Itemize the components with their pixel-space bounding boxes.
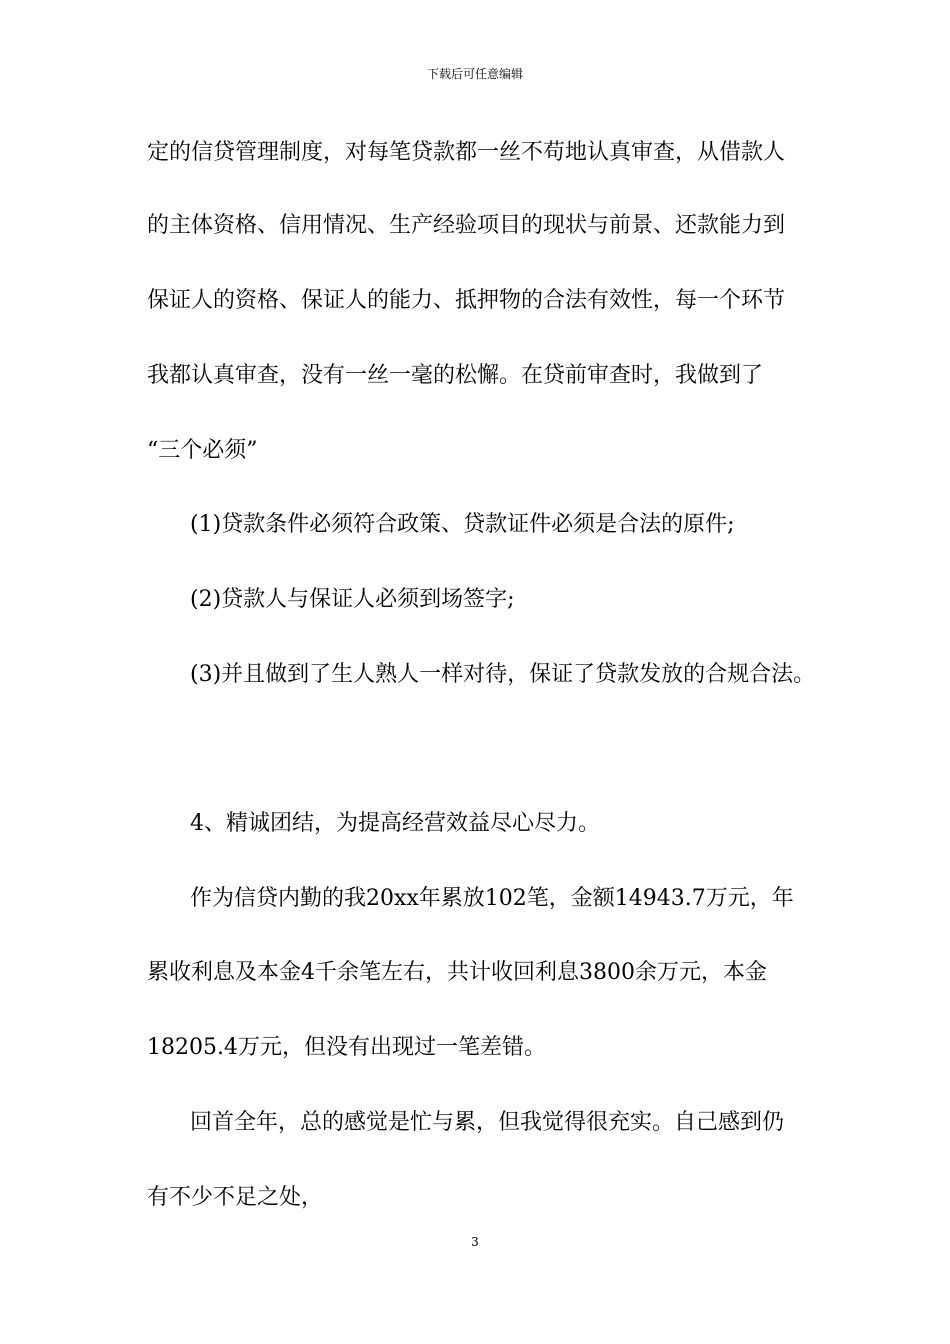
text-line: 我都认真审查，没有一丝一毫的松懈。在贷前审查时，我做到了: [147, 363, 764, 388]
text-line: 4、精诚团结，为提高经营效益尽心尽力。: [190, 811, 600, 836]
text-line: 18205.4万元，但没有出现过一笔差错。: [147, 1035, 546, 1060]
text-line: 累收利息及本金4千余笔左右，共计收回利息3800余万元，本金: [147, 960, 767, 985]
page-header: 下载后可任意编辑: [426, 67, 523, 81]
page-number: 3: [471, 1235, 479, 1249]
text-line: 定的信贷管理制度，对每笔贷款都一丝不苟地认真审查，从借款人: [147, 140, 786, 165]
text-line: 作为信贷内勤的我20xx年累放102笔，金额14943.7万元，年: [190, 886, 794, 911]
text-line: 的主体资格、信用情况、生产经验项目的现状与前景、还款能力到: [147, 213, 786, 238]
text-line: “三个必须”: [147, 438, 258, 463]
text-line: 保证人的资格、保证人的能力、抵押物的合法有效性，每一个环节: [147, 288, 786, 313]
text-line: (2)贷款人与保证人必须到场签字;: [190, 587, 515, 612]
text-line: (1)贷款条件必须符合政策、贷款证件必须是合法的原件;: [190, 512, 735, 537]
text-line: 回首全年，总的感觉是忙与累，但我觉得很充实。自己感到仍: [190, 1110, 785, 1135]
text-line: (3)并且做到了生人熟人一样对待，保证了贷款发放的合规合法。: [190, 662, 816, 687]
text-line: 有不少不足之处，: [147, 1185, 324, 1210]
